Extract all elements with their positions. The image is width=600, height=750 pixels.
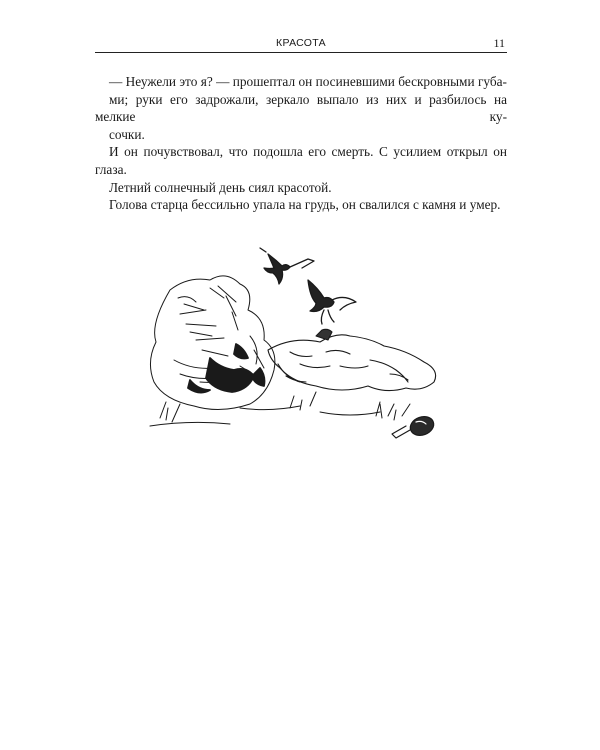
bird-sketch <box>260 248 314 284</box>
page-number: 11 <box>493 36 505 50</box>
bird-sketch <box>308 280 356 324</box>
text-line: Голова старца бессильно упала на грудь, он свалился с камня и умер. <box>109 197 501 213</box>
paragraph <box>95 196 507 214</box>
mirror-sketch <box>392 413 436 438</box>
text-line: — Неужели это я? — прошептал он посиневшими бескровными губа- <box>109 74 507 89</box>
text-line: ми; руки его задрожали, зеркало выпало из них и разбилось на мелкие ку- <box>95 91 507 125</box>
body-text <box>95 73 507 214</box>
text-line: И он почувствовал, что подошла его смерть. С усилием открыл он глаза. <box>95 144 507 177</box>
rock-sketch <box>150 276 274 410</box>
text-line: Летний солнечный день сиял красотой. <box>109 179 332 195</box>
ink-sketch-illustration <box>140 240 460 470</box>
figure-sketch <box>268 329 436 390</box>
paragraph <box>95 143 507 178</box>
text-line: сочки. <box>109 126 145 142</box>
paragraph <box>95 179 507 197</box>
running-title: КРАСОТА <box>276 37 326 49</box>
running-header <box>95 36 507 53</box>
paragraph <box>95 73 507 143</box>
grass-sketch <box>150 392 410 426</box>
